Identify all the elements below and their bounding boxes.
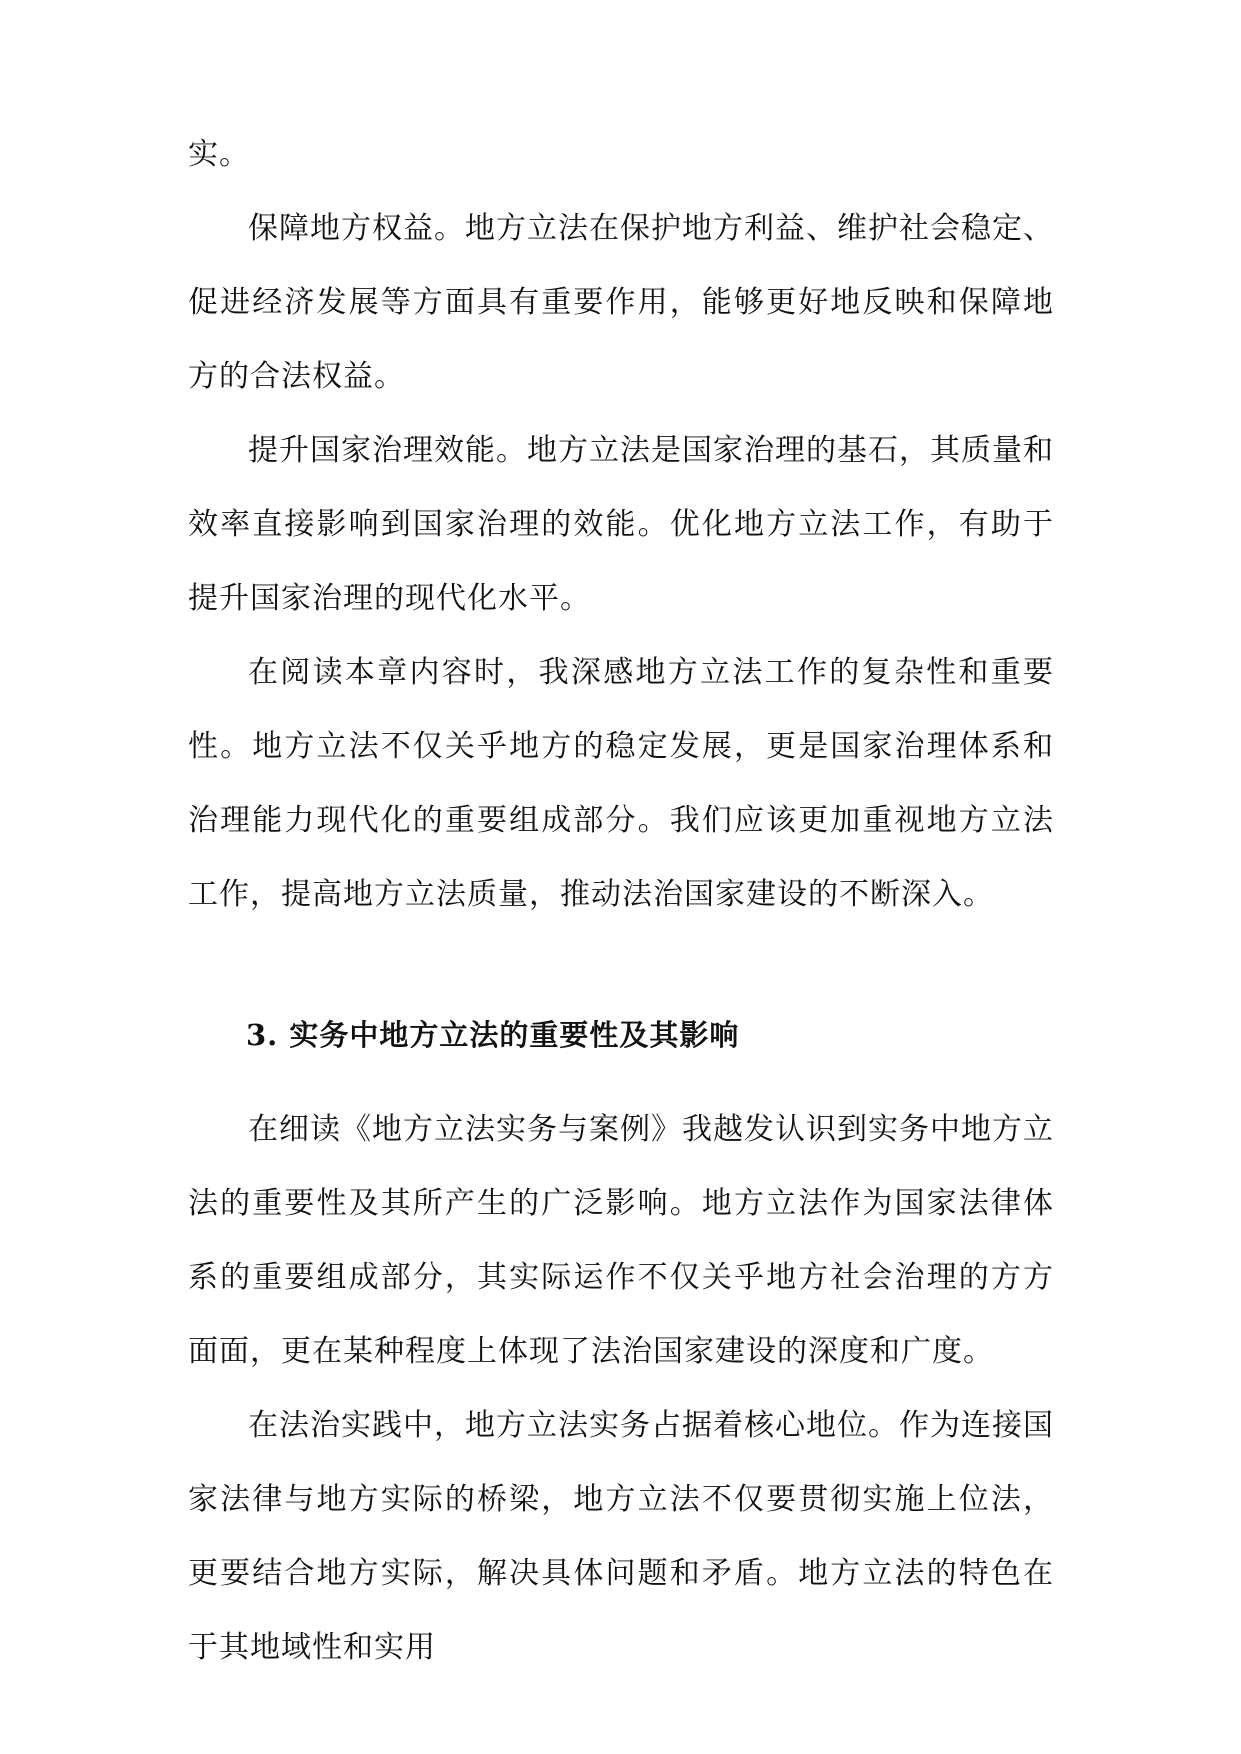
section-heading: 3. 实务中地方立法的重要性及其影响 bbox=[246, 1018, 740, 1052]
paragraph-protect-local-rights: 保障地方权益。地方立法在保护地方利益、维护社会稳定、促进经济发展等方面具有重要作用，能够更好地反映和保障地方的合法权益。 bbox=[188, 211, 1054, 394]
continuation-fragment: 实。 bbox=[188, 137, 250, 172]
paragraph-practice-core-status: 在法治实践中，地方立法实务占据着核心地位。作为连接国家法律与地方实际的桥梁，地方立法不仅要贯彻实施上位法，更要结合地方实际，解决具体问题和矛盾。地方立法的特色在于其地域性和实用 bbox=[188, 1408, 1054, 1665]
paragraph-reading-reflection: 在阅读本章内容时，我深感地方立法工作的复杂性和重要性。地方立法不仅关乎地方的稳定发展，更是国家治理体系和治理能力现代化的重要组成部分。我们应该更加重视地方立法工作，提高地方立法质量，推动法治国家建设的不断深入。 bbox=[188, 655, 1054, 912]
paragraph-practice-importance: 在细读《地方立法实务与案例》我越发认识到实务中地方立法的重要性及其所产生的广泛影响。地方立法作为国家法律体系的重要组成部分，其实际运作不仅关乎地方社会治理的方方面面，更在某种程度上体现了法治国家建设的深度和广度。 bbox=[188, 1112, 1054, 1369]
paragraph-governance-efficiency: 提升国家治理效能。地方立法是国家治理的基石，其质量和效率直接影响到国家治理的效能。优化地方立法工作，有助于提升国家治理的现代化水平。 bbox=[188, 433, 1054, 616]
body-text-lower bbox=[188, 1093, 1054, 1685]
body-text-upper bbox=[188, 118, 1054, 932]
